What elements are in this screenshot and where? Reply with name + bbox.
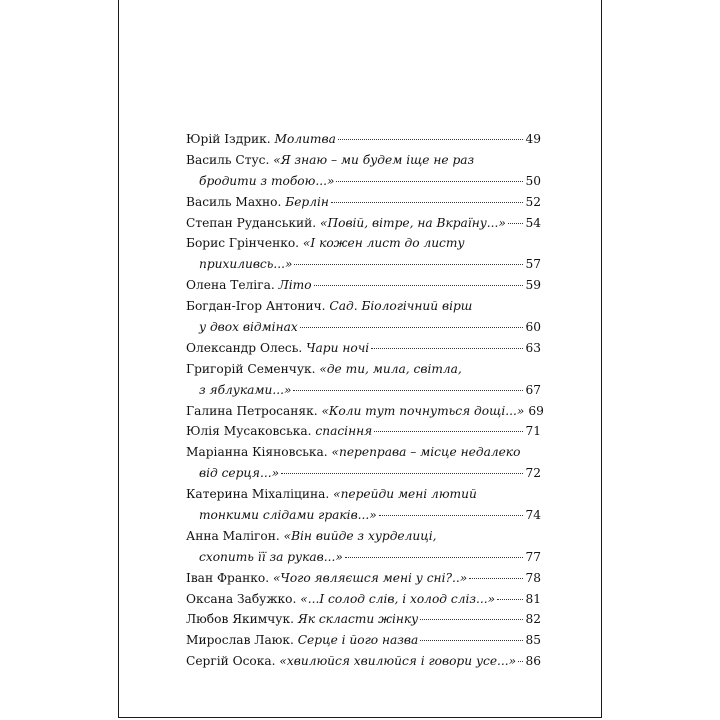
toc-author: Любов Якимчук.: [186, 612, 294, 627]
toc-title-continued: від серця...»: [199, 466, 280, 481]
toc-author: Катерина Міхаліцина.: [186, 487, 330, 502]
toc-page-number: 82: [525, 612, 541, 627]
toc-entry-line: [186, 421, 541, 442]
table-of-contents: [186, 129, 544, 672]
toc-entry: [186, 192, 541, 213]
toc-entry: [186, 359, 541, 401]
toc-entry-text: [186, 421, 372, 442]
toc-page-number: 60: [525, 320, 541, 335]
toc-entry: [186, 296, 541, 338]
toc-title: «перейди мені лютий: [333, 487, 477, 502]
toc-entry: [186, 421, 541, 442]
toc-leader-dots: [420, 636, 523, 641]
toc-title: спасіння: [315, 424, 373, 439]
toc-entry-text: [186, 589, 495, 610]
toc-leader-dots: [371, 344, 523, 349]
toc-title-continued: з яблуками...»: [199, 382, 292, 397]
toc-entry: [186, 129, 541, 150]
toc-entry: [186, 526, 541, 568]
toc-entry: [186, 651, 541, 672]
toc-entry: [186, 275, 541, 296]
toc-leader-dots: [281, 469, 523, 474]
toc-entry-line: [186, 442, 541, 463]
toc-title: «Він вийде з хурделиці,: [283, 528, 437, 543]
toc-page-number: 72: [525, 466, 541, 481]
toc-title-continued: схопить її за рукав...»: [199, 549, 343, 564]
toc-author: Василь Стус.: [186, 152, 270, 167]
toc-title: Молитва: [274, 132, 336, 146]
toc-entry: [186, 568, 541, 589]
toc-title: «І кожен лист до листу: [302, 236, 465, 251]
toc-page-number: 67: [525, 382, 541, 397]
toc-leader-dots: [331, 198, 524, 203]
toc-leader-dots: [379, 511, 524, 516]
toc-entry: [186, 401, 544, 422]
toc-leader-dots: [345, 553, 524, 558]
toc-page-number: 74: [525, 508, 541, 523]
toc-entry-line: [186, 317, 541, 338]
toc-title-continued: бродити з тобою...»: [199, 173, 335, 188]
toc-page-number: 50: [525, 173, 541, 188]
toc-entry-line: [186, 171, 541, 192]
toc-entry-line: [186, 192, 541, 213]
toc-entry-line: [186, 233, 541, 254]
toc-leader-dots: [508, 219, 524, 224]
toc-author: Степан Руданський.: [186, 215, 317, 230]
toc-leader-dots: [420, 615, 523, 620]
toc-entry-text: [186, 651, 516, 672]
toc-entry: [186, 213, 541, 234]
toc-author: Григорій Семенчук.: [186, 361, 316, 376]
toc-leader-dots: [338, 135, 524, 140]
toc-title: «переправа – місце недалеко: [331, 445, 521, 460]
toc-page-number: 71: [525, 424, 541, 439]
toc-author: Олександр Олесь.: [186, 340, 303, 355]
toc-title: Літо: [278, 278, 312, 293]
toc-entry-line: [186, 568, 541, 589]
toc-title: «Коли тут почнуться дощі...»: [321, 403, 525, 418]
toc-entry: [186, 150, 541, 192]
toc-entry: [186, 484, 541, 526]
toc-entry-text: [186, 338, 369, 359]
toc-title: Як скласти жінку: [297, 612, 419, 627]
toc-leader-dots: [469, 574, 523, 579]
toc-author: Борис Грінченко.: [186, 236, 300, 251]
toc-leader-dots: [314, 281, 524, 286]
toc-leader-dots: [497, 595, 523, 600]
toc-title: «хвилюйся хвилюйся і говори усе...»: [279, 654, 517, 669]
toc-leader-dots: [336, 177, 523, 182]
toc-author: Іван Франко.: [186, 570, 270, 585]
toc-entry-line: [186, 547, 541, 568]
toc-entry-line: [186, 609, 541, 630]
toc-entry-line: [186, 296, 541, 317]
toc-entry-text: [186, 630, 418, 651]
toc-page-number: 52: [525, 194, 541, 209]
toc-entry-line: [186, 254, 541, 275]
toc-page-number: 86: [525, 654, 541, 669]
toc-author: Юрій Іздрик.: [186, 132, 271, 146]
toc-page-number: 63: [525, 340, 541, 355]
toc-title: Чари ночі: [306, 340, 370, 355]
toc-author: Василь Махно.: [186, 194, 282, 209]
toc-entry-line: [186, 150, 541, 171]
toc-entry: [186, 609, 541, 630]
toc-entry-text: [186, 213, 506, 234]
toc-page-number: 81: [525, 591, 541, 606]
toc-leader-dots: [294, 260, 523, 265]
toc-entry-line: [186, 380, 541, 401]
toc-page-number: 49: [525, 132, 541, 146]
toc-entry-line: [186, 213, 541, 234]
toc-entry-line: [186, 338, 541, 359]
toc-title-continued: тонкими слідами граків...»: [199, 508, 377, 523]
toc-title: Серце і його назва: [297, 633, 419, 648]
toc-page-number: 78: [525, 570, 541, 585]
toc-page-number: 54: [525, 215, 541, 230]
toc-title-continued: у двох відмінах: [199, 320, 298, 335]
toc-title: «Я знаю – ми будем іще не раз: [273, 152, 475, 167]
toc-title: «Чого являєшся мені у сні?..»: [272, 570, 468, 585]
toc-entry-text: [186, 129, 336, 150]
toc-title-continued: прихиливсь...»: [199, 257, 293, 272]
toc-title: Берлін: [285, 194, 329, 209]
toc-entry-line: [186, 129, 541, 150]
toc-title: «де ти, мила, світла,: [319, 361, 462, 376]
toc-author: Мирослав Лаюк.: [186, 633, 294, 648]
toc-entry-text: [186, 401, 524, 422]
toc-entry-text: [186, 609, 418, 630]
toc-entry: [186, 338, 541, 359]
toc-entry-line: [186, 651, 541, 672]
toc-page-number: 69: [528, 403, 544, 418]
toc-author: Олена Теліга.: [186, 278, 275, 293]
toc-entry-line: [186, 589, 541, 610]
toc-entry: [186, 442, 541, 484]
toc-entry-line: [186, 526, 541, 547]
toc-entry: [186, 233, 541, 275]
toc-page-number: 85: [525, 633, 541, 648]
toc-entry-line: [186, 275, 541, 296]
toc-author: Маріанна Кіяновська.: [186, 445, 328, 460]
toc-entry-line: [186, 630, 541, 651]
toc-leader-dots: [293, 386, 523, 391]
toc-entry-text: [186, 568, 467, 589]
toc-entry-text: [186, 192, 329, 213]
toc-leader-dots: [300, 323, 524, 328]
toc-author: Анна Малігон.: [186, 528, 280, 543]
toc-title: «...І солод слів, і холод сліз...»: [300, 591, 496, 606]
toc-title: «Повій, вітре, на Вкраїну...»: [320, 215, 506, 230]
toc-author: Оксана Забужко.: [186, 591, 297, 606]
toc-entry-line: [186, 505, 541, 526]
toc-leader-dots: [518, 657, 523, 662]
toc-page-number: 77: [525, 549, 541, 564]
toc-author: Юлія Мусаковська.: [186, 424, 312, 439]
toc-entry: [186, 630, 541, 651]
toc-author: Галина Петросаняк.: [186, 403, 318, 418]
toc-entry: [186, 589, 541, 610]
toc-title: Сад. Біологічний вірш: [329, 299, 473, 314]
toc-page-number: 57: [525, 257, 541, 272]
toc-author: Богдан-Ігор Антонич.: [186, 299, 326, 314]
toc-entry-line: [186, 359, 541, 380]
toc-entry-line: [186, 401, 544, 422]
toc-author: Сергій Осока.: [186, 654, 276, 669]
toc-entry-line: [186, 463, 541, 484]
toc-entry-line: [186, 484, 541, 505]
toc-leader-dots: [374, 427, 523, 432]
toc-page-number: 59: [525, 278, 541, 293]
toc-entry-text: [186, 275, 312, 296]
